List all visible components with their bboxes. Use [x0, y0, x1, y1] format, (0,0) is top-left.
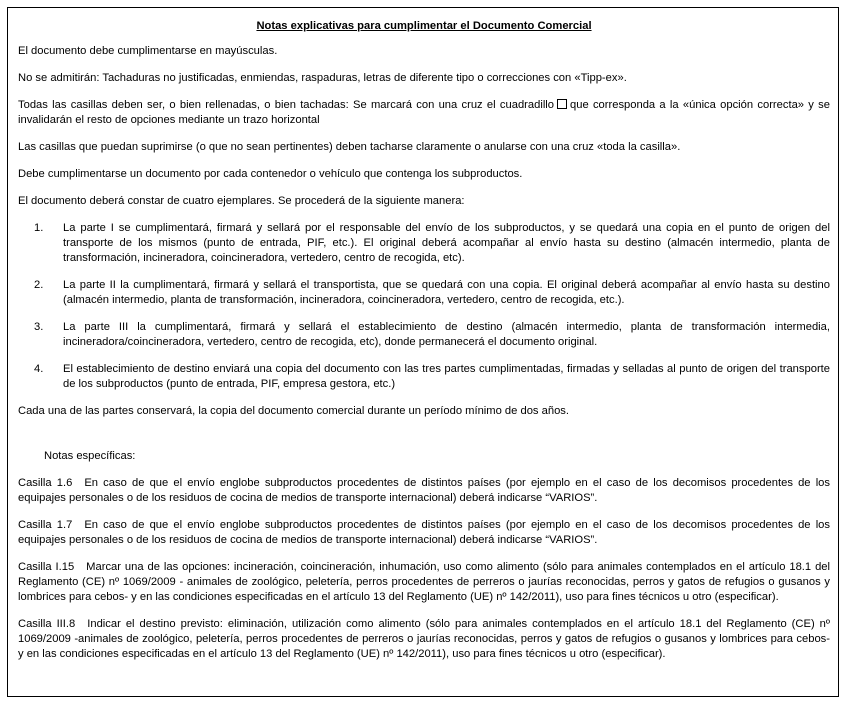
casilla-text: En caso de que el envío englobe subproductos procedentes de distintos países (por ejemplo en el caso de los decomisos procedentes de los equipajes personales o de los residuos de cocina de medios de transporte internacional) deberá indicarse “VARIOS”.	[18, 519, 831, 546]
casilla-text: En caso de que el envío englobe subproductos procedentes de distintos países (por ejemplo en el caso de los decomisos procedentes de los equipajes personales o de los residuos de cocina de medios de transporte internacional) deberá indicarse “VARIOS”.	[18, 477, 831, 504]
document-content	[18, 19, 830, 674]
casilla-label: Casilla I.15	[18, 561, 75, 573]
checkbox-icon	[557, 99, 567, 109]
paragraph-ejemplares: El documento deberá constar de cuatro ejemplares. Se procederá de la siguiente manera:	[18, 195, 465, 207]
casilla-note	[18, 476, 830, 506]
paragraph-closing: Cada una de las partes conservará, la copia del documento comercial durante un período mínimo de dos años.	[18, 405, 570, 417]
paragraph-casillas	[18, 98, 830, 128]
casilla-label: Casilla 1.7	[18, 519, 73, 531]
casilla-note	[18, 617, 830, 662]
list-item-number: 2.	[34, 279, 44, 291]
list-item-text: La parte I se cumplimentará, firmará y sellará por el responsable del envío de los subproductos, y se quedará una copia en el punto de origen del transporte de los mismos (punto de entrada, PIF, etc.). El original deberá acompañar al envío hasta su destino (almacén intermedio, planta de transformación, incineradora, coincineradora, vertedero, centro de recogida, etc).	[63, 222, 830, 264]
list-item-number: 4.	[34, 363, 44, 375]
casilla-text: Indicar el destino previsto: eliminación, utilización como alimento (sólo para animales contemplados en el artículo 18.1 del Reglamento (CE) nº 1069/2009 -animales de zoológico, peletería, perros procedentes de perreros o jaurías reconocidas, perros y gatos de refugios o gusanos y lombrices para cebos- y en las condiciones especificadas en el artículo 13 del Reglamento (UE) nº 142/2011), uso para fines técnicos u otro (especificar).	[18, 618, 830, 660]
casilla-text: Marcar una de las opciones: incineración, coincineración, inhumación, uso como alimento (sólo para animales contemplados en el artículo 18.1 del Reglamento (CE) nº 1069/2009 - animales de zoológico, peletería, perros procedentes de perreros o jaurías reconocidas, perros y gatos de refugios o gusanos y lombrices para cebos- y en las condiciones especificadas en el artículo 13 del Reglamento (UE) nº 142/2011), uso para fines técnicos u otro (especificar).	[18, 561, 831, 603]
paragraph-casillas-after: que corresponda a la «única opción correcta» y se invalidarán el resto de opciones mediante un trazo horizontal	[18, 99, 830, 126]
paragraph-contenedor: Debe cumplimentarse un documento por cada contenedor o vehículo que contenga los subproductos.	[18, 168, 523, 180]
specific-notes-title: Notas específicas:	[44, 450, 136, 462]
list-item-text: El establecimiento de destino enviará una copia del documento con las tres partes cumplimentadas, firmadas y selladas al punto de origen del transporte de los subproductos (punto de entrada, PIF, empresa gestora, etc.)	[63, 363, 830, 390]
list-item	[18, 221, 830, 266]
list-item	[18, 278, 830, 308]
paragraph-no-admitiran: No se admitirán: Tachaduras no justificadas, enmiendas, raspaduras, letras de diferente tipo o correcciones con «Tipp-ex».	[18, 72, 627, 84]
list-item-text: La parte II la cumplimentará, firmará y sellará el transportista, que se quedará con una copia. El original deberá acompañar al envío hasta su destino (almacén intermedio, planta de transformación, incineradora, coincineradora, vertedero, centro de recogida, etc.).	[63, 279, 830, 306]
list-item-number: 1.	[34, 222, 44, 234]
paragraph-casillas-before: Todas las casillas deben ser, o bien rellenadas, o bien tachadas: Se marcará con una cruz el cuadradillo	[18, 99, 555, 111]
casilla-label: Casilla III.8	[18, 618, 76, 630]
document-frame	[7, 7, 839, 697]
list-item-number: 3.	[34, 321, 44, 333]
paragraph-uppercase: El documento debe cumplimentarse en mayúsculas.	[18, 45, 278, 57]
casilla-label: Casilla 1.6	[18, 477, 73, 489]
casilla-note	[18, 518, 830, 548]
casilla-note	[18, 560, 830, 605]
list-item	[18, 320, 830, 350]
copies-list	[18, 221, 830, 392]
list-item	[18, 362, 830, 392]
list-item-text: La parte III la cumplimentará, firmará y sellará el establecimiento de destino (almacén intermedio, planta de transformación intermedia, incineradora/coincineradora, vertedero, centro de recogida, etc), donde permanecerá el documento original.	[63, 321, 830, 348]
document-title: Notas explicativas para cumplimentar el Documento Comercial	[256, 20, 592, 32]
paragraph-suprimirse: Las casillas que puedan suprimirse (o que no sean pertinentes) deben tacharse claramente o anularse con una cruz «toda la casilla».	[18, 141, 681, 153]
